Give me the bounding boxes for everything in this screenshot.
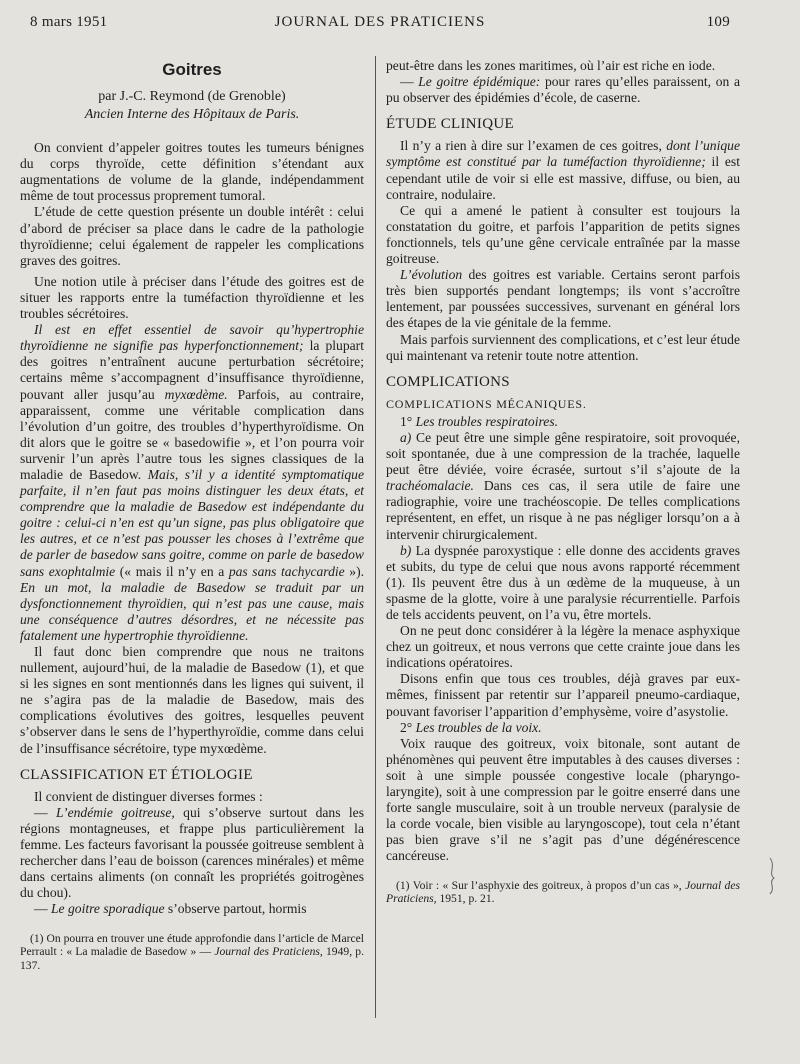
paragraph: Disons enfin que tous ces troubles, déjà graves par eux-mêmes, finissent par retentir sur l’appareil pneumo-cardiaque, pouvant favoriser l’apparition d’emphysème, voire d’asystolie. bbox=[386, 671, 740, 719]
paragraph: L’étude de cette question présente un double intérêt : celui d’abord de préciser sa place dans le cadre de la pathologie thyroïdienne; celui également de rappeler les complications graves des goitres. bbox=[20, 204, 364, 268]
text-run: s’observe partout, hormis bbox=[164, 901, 307, 917]
paragraph: On convient d’appeler goitres toutes les tumeurs bénignes du corps thyroïde, cette définition s’étendant aux augmentations de volume de la glande, indépendamment même de tout processus proprement tumoral. bbox=[20, 140, 364, 204]
paragraph bbox=[20, 322, 364, 644]
text-run: (1) Voir : « Sur l’asphyxie des goitreux, à propos d’un cas », bbox=[396, 878, 686, 892]
paragraph: Mais parfois surviennent des complications, et c’est leur étude qui maintenant va retenir toute notre attention. bbox=[386, 331, 740, 363]
emphasis: En un mot, la maladie de Basedow se traduit par un dysfonctionnement thyroïdien, qui n’est pas une cause, mais une conséquence d’autres désordres, et ne nécessite pas fatalement une hypertrophie thyroïdienne. bbox=[20, 579, 364, 643]
text-run: — bbox=[34, 804, 56, 820]
footnote-text bbox=[20, 932, 364, 973]
text-run: 2° bbox=[400, 719, 416, 735]
article-title: Goitres bbox=[162, 60, 222, 79]
footnote-text bbox=[386, 879, 740, 906]
margin-bracket-mark bbox=[766, 856, 784, 896]
header-date: 8 mars 1951 bbox=[30, 14, 108, 30]
text-run: (1) On pourra en trouver une étude approfondie dans l’article de Marcel Perrault : « La maladie de Basedow » — bbox=[20, 931, 364, 958]
section-heading-complications: COMPLICATIONS bbox=[386, 373, 510, 390]
paragraph bbox=[20, 901, 364, 917]
running-header bbox=[30, 14, 730, 40]
article-byline: par J.-C. Reymond (de Grenoble) bbox=[98, 89, 286, 105]
list-item-heading bbox=[386, 720, 740, 736]
paragraph: Voix rauque des goitreux, voix bitonale, sont autant de phénomènes qui peuvent être imputables à des causes diverses : soit à une simple poussée congestive locale (pharyngo-laryngite), soit à une compression par le goitre enserré dans une forte sangle musculaire, soit à un trouble nerveux (paralysie de la corde vocale, bien visible au laryngoscope), tout cela n’étant pas bien grave s’il ne s’agit pas d’une dégénérescence cancéreuse. bbox=[386, 735, 740, 864]
paragraph bbox=[386, 74, 740, 106]
text-run: La dyspnée paroxystique : elle donne des accidents graves et subits, du type de celui que nous avons rapporté récemment (1). Ils peuvent être dus à un œdème de la muqueuse, à un spasme de la glotte, voire à une paralysie récurrentielle. Parfois de tels accidents peuvent, on l’a vu, être mortels. bbox=[386, 542, 740, 622]
emphasis: L’évolution bbox=[400, 267, 463, 283]
text-run: des goitres est variable. Certains seront parfois très bien supportés pendant longtemps; ils vont s’accroître lentement, par poussées successives, survenant en général lors des étapes de la vie génitale de la femme. bbox=[386, 267, 740, 331]
text-run: il est cependant utile de voir si elle est massive, diffuse, ou bien, au contraire, nodulaire. bbox=[386, 154, 740, 202]
header-journal-title: JOURNAL DES PRATICIENS bbox=[274, 14, 486, 30]
paragraph bbox=[20, 805, 364, 902]
article-affiliation: Ancien Interne des Hôpitaux de Paris. bbox=[84, 107, 300, 123]
emphasis: L’endémie goitreuse, bbox=[56, 804, 175, 820]
paragraph: Ce qui a amené le patient à consulter est toujours la constatation du goitre, et parfois l’apparition de petits signes fonctionnels, tels qu’une gêne cervicale entraînée par la masse goitreuse. bbox=[386, 202, 740, 267]
text-run: 1949, p. 137. bbox=[20, 945, 364, 972]
emphasis: Le goitre sporadique bbox=[51, 901, 165, 917]
text-run: Il n’y a rien à dire sur l’examen de ces goitres, bbox=[400, 138, 667, 154]
paragraph: On ne peut donc considérer à la légère la menace asphyxique chez un goitreux, et nous verrons que cette crainte joue dans les indications opératoires. bbox=[386, 623, 740, 671]
paragraph bbox=[386, 543, 740, 623]
emphasis: myxœdème. bbox=[164, 386, 228, 402]
emphasis: b) bbox=[400, 542, 412, 558]
footnote bbox=[20, 932, 364, 973]
paragraph: peut-être dans les zones maritimes, où l’air est riche en iode. bbox=[386, 58, 716, 73]
paragraph: Une notion utile à préciser dans l’étude des goitres est de situer les rapports entre la tuméfaction thyroïdienne et les troubles sécrétoires. bbox=[20, 273, 364, 322]
paragraph bbox=[386, 138, 740, 202]
text-run: qui s’observe surtout dans les régions montagneuses, et frappe plus particulièrement la femme. Les facteurs favorisant la poussée goitreuse semblent à rechercher dans l’eau de boisson (carences minérales) et même dans certains aliments (on connaît les propriétés goitrogènes du chou). bbox=[20, 804, 364, 901]
paragraph: Il convient de distinguer diverses formes : bbox=[34, 788, 263, 804]
paragraph: Il faut donc bien comprendre que nous ne traitons nullement, aujourd’hui, de la maladie de Basedow (1), et que si les signes en sont mentionnés dans les lignes qui suivent, il ne s’agira pas de la maladie de Basedow, mais des complications évolutives des goitres, lesquelles peuvent s’observer dans le sens de l’hyperthyroïdie, comme dans celui de l’insuffisance sécrétoire, type myxœdème. bbox=[20, 644, 364, 756]
text-run: 1° bbox=[400, 413, 416, 429]
left-column bbox=[20, 58, 364, 972]
text-run: Dans ces cas, il sera utile de faire une radiographie, voire une trachéoscopie. De telles complications représentent, en effet, un risque à ne pas négliger lorsqu’on a à intervenir chirurgicalement. bbox=[386, 478, 740, 542]
emphasis: Les troubles respiratoires. bbox=[415, 413, 559, 429]
text-run: (« mais il n’y en a bbox=[115, 563, 229, 579]
text-run: la plupart des goitres n’entraînent aucune perturbation sécrétoire; certains même s’accompagnent d’insuffisance thyroïdienne, pouvant aller jusqu’au bbox=[20, 338, 364, 402]
emphasis: Il est en effet essentiel de savoir qu’hypertrophie thyroïdienne ne signifie pas hyperfonctionnement; bbox=[20, 322, 364, 354]
text-run: Ce peut être une simple gêne respiratoire, soit provoquée, soit spontanée, due à une compression de la trachée, laquelle peut être déviée, voire écrasée, surtout s’il s’ajoute de la bbox=[386, 429, 740, 478]
list-item-heading bbox=[386, 414, 740, 430]
emphasis: trachéomalacie. bbox=[386, 478, 474, 494]
section-heading-classification: CLASSIFICATION ET ÉTIOLOGIE bbox=[20, 766, 253, 783]
text-run: »). bbox=[344, 563, 365, 579]
emphasis: Journal des Praticiens, bbox=[214, 945, 323, 958]
emphasis: a) bbox=[400, 429, 412, 445]
text-run: — bbox=[400, 74, 419, 90]
section-heading-clinique: ÉTUDE CLINIQUE bbox=[386, 116, 514, 133]
emphasis: Journal des Praticiens, bbox=[386, 878, 741, 905]
paragraph bbox=[386, 430, 740, 543]
column-divider bbox=[375, 56, 376, 1018]
emphasis: Les troubles de la voix. bbox=[415, 719, 542, 735]
text-run: 1951, p. 21. bbox=[436, 892, 495, 905]
emphasis: pas sans tachycardie bbox=[228, 563, 345, 579]
emphasis: Le goitre épidémique: bbox=[418, 74, 541, 90]
emphasis: Mais, s’il y a identité symptomatique parfaite, il n’en faut pas moins distinguer les deux états, et comprendre que la maladie de Basedow est indépendante du goitre : celui-ci n’en est qu’un signe, pas plus obligatoire que les autres, et ce n’est pas pousser les choses à l’extrême que de parler de basedow sans goitre, comme on parle de basedow sans exophtalmie bbox=[20, 466, 364, 579]
footnote bbox=[386, 879, 740, 906]
emphasis: dont l’unique symptôme est constitué par la tuméfaction thyroïdienne; bbox=[386, 138, 740, 170]
right-column bbox=[386, 58, 740, 906]
text-run: — bbox=[34, 901, 51, 917]
paragraph bbox=[386, 267, 740, 331]
subsection-heading: COMPLICATIONS MÉCANIQUES. bbox=[386, 396, 587, 411]
text-run: pour rares qu’elles paraissent, on a pu observer des épidémies d’école, de caserne. bbox=[386, 74, 740, 106]
header-page-number: 109 bbox=[706, 14, 730, 30]
text-run: Parfois, au contraire, apparaissent, comme une véritable complication dans l’évolution d’un goitre, des troubles d’hyperthyroïdisme. On dit alors que le goitre se « basedowifie », et l’on pourra voir survenir l’un après l’autre tous les signes classiques de la maladie de Basedow. bbox=[20, 386, 364, 482]
